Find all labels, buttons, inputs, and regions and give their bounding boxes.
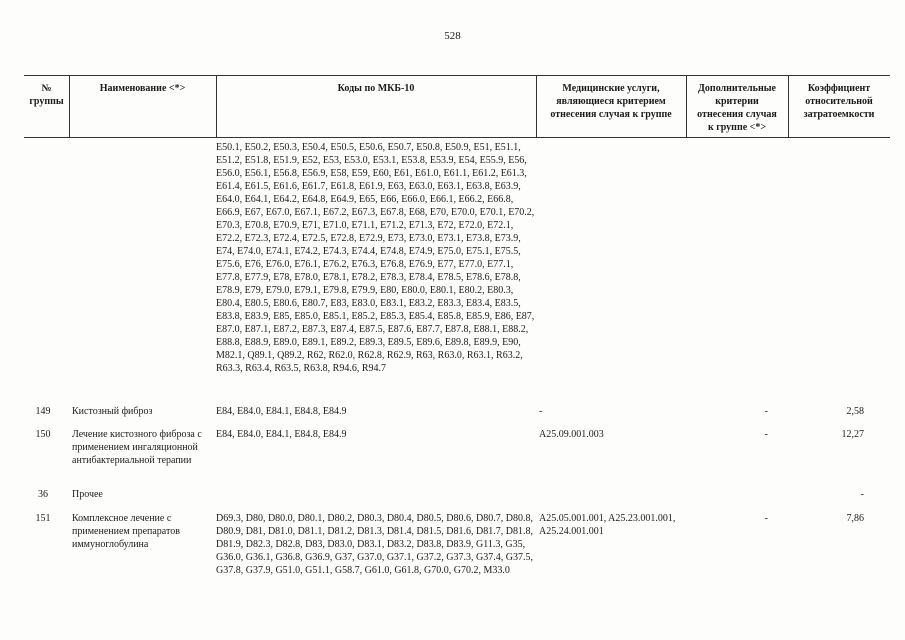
- group-name: Лечение кистозного фиброза с применением ингаляционной антибактериальной терапии: [72, 429, 202, 466]
- header-coefficient: Коэффициент относительной затратоемкости: [803, 83, 875, 120]
- additional-criteria: -: [764, 429, 768, 440]
- table-header: [24, 75, 890, 138]
- medical-services: A25.09.001.003: [539, 429, 604, 440]
- group-name: Комплексное лечение с применением препаратов иммуноглобулина: [72, 513, 180, 550]
- medical-services: -: [539, 406, 543, 417]
- icd-codes: D69.3, D80, D80.0, D80.1, D80.2, D80.3, D80.4, D80.5, D80.6, D80.7, D80.8, D80.9, D81, D81.0, D81.1, D81.2, D81.3, D81.4, D81.5, D81.6, D81.7, D81.8, D81.9, D82.3, D82.8, D83, D83.0, D83.1, D83.2, D83.8, D83.9, G11.3, G35, G36.0, G36.1, G36.8, G36.9, G37, G37.0, G37.1, G37.2, G37.3, G37.4, G37.5, G37.8, G37.9, G51.0, G51.1, G58.7, G61.0, G61.8, G70.0, G70.2, M33.0: [216, 513, 533, 576]
- header-name: Наименование <*>: [99, 83, 186, 94]
- header-group-number: № группы: [29, 83, 64, 107]
- group-name: Кистозный фиброз: [72, 406, 153, 417]
- header-medical-services: Медицинские услуги, являющиеся критерием отнесения случая к группе: [550, 83, 672, 120]
- tariff-table: [24, 75, 890, 576]
- coefficient: 12,27: [841, 429, 864, 440]
- group-number: 150: [35, 429, 51, 440]
- coefficient: 7,86: [846, 513, 864, 524]
- medical-services: A25.05.001.001, A25.23.001.001, A25.24.001.001: [539, 513, 676, 537]
- header-additional-criteria: Дополнительные критерии отнесения случая к группе <*>: [697, 83, 777, 133]
- additional-criteria: -: [764, 513, 768, 524]
- page-number: 528: [444, 30, 461, 42]
- continued-codes: E50.1, E50.2, E50.3, E50.4, E50.5, E50.6, E50.7, E50.8, E50.9, E51, E51.1, E51.2, E51.8, E51.9, E52, E53, E53.0, E53.1, E53.8, E53.9, E54, E55.9, E56, E56.0, E56.1, E56.8, E56.9, E58, E59, E60, E61, E61.0, E61.1, E61.2, E61.3, E61.4, E61.5, E61.6, E61.7, E61.8, E61.9, E63, E63.0, E63.1, E63.8, E63.9, E64.0, E64.1, E64.2, E64.8, E64.9, E65, E66, E66.0, E66.1, E66.2, E66.8, E66.9, E67, E67.0, E67.1, E67.2, E67.3, E67.8, E68, E70, E70.0, E70.1, E70.2, E70.3, E70.8, E70.9, E71, E71.0, E71.1, E71.2, E71.3, E72, E72.0, E72.1, E72.2, E72.3, E72.4, E72.5, E72.8, E72.9, E73, E73.0, E73.1, E73.8, E73.9, E74, E74.0, E74.1, E74.2, E74.3, E74.4, E74.8, E74.9, E75.0, E75.1, E75.5, E75.6, E76, E76.0, E76.1, E76.2, E76.3, E76.8, E76.9, E77, E77.0, E77.1, E77.8, E77.9, E78, E78.0, E78.1, E78.2, E78.3, E78.4, E78.5, E78.6, E78.8, E78.9, E79, E79.0, E79.1, E79.8, E79.9, E80, E80.0, E80.1, E80.2, E80.3, E80.4, E80.5, E80.6, E80.7, E83, E83.0, E83.1, E83.2, E83.3, E83.4, E83.5, E83.8, E83.9, E85, E85.0, E85.1, E85.2, E85.3, E85.4, E85.8, E85.9, E86, E87, E87.0, E87.1, E87.2, E87.3, E87.4, E87.5, E87.6, E87.7, E87.8, E88.1, E88.2, E88.8, E88.9, E89.0, E89.1, E89.2, E89.3, E89.5, E89.6, E89.8, E89.9, E90, M82.1, Q89.1, Q89.2, R62, R62.0, R62.8, R62.9, R63, R63.0, R63.1, R63.2, R63.3, R63.4, R63.5, R63.8, R94.6, R94.7: [216, 142, 535, 374]
- coefficient: -: [860, 489, 864, 500]
- section-name: Прочее: [72, 489, 103, 500]
- section-number: 36: [38, 489, 48, 500]
- group-number: 149: [35, 406, 51, 417]
- additional-criteria: -: [764, 406, 768, 417]
- icd-codes: E84, E84.0, E84.1, E84.8, E84.9: [216, 406, 347, 417]
- header-icd-codes: Коды по МКБ-10: [337, 83, 415, 94]
- group-number: 151: [35, 513, 51, 524]
- coefficient: 2,58: [846, 406, 864, 417]
- icd-codes: E84, E84.0, E84.1, E84.8, E84.9: [216, 429, 347, 440]
